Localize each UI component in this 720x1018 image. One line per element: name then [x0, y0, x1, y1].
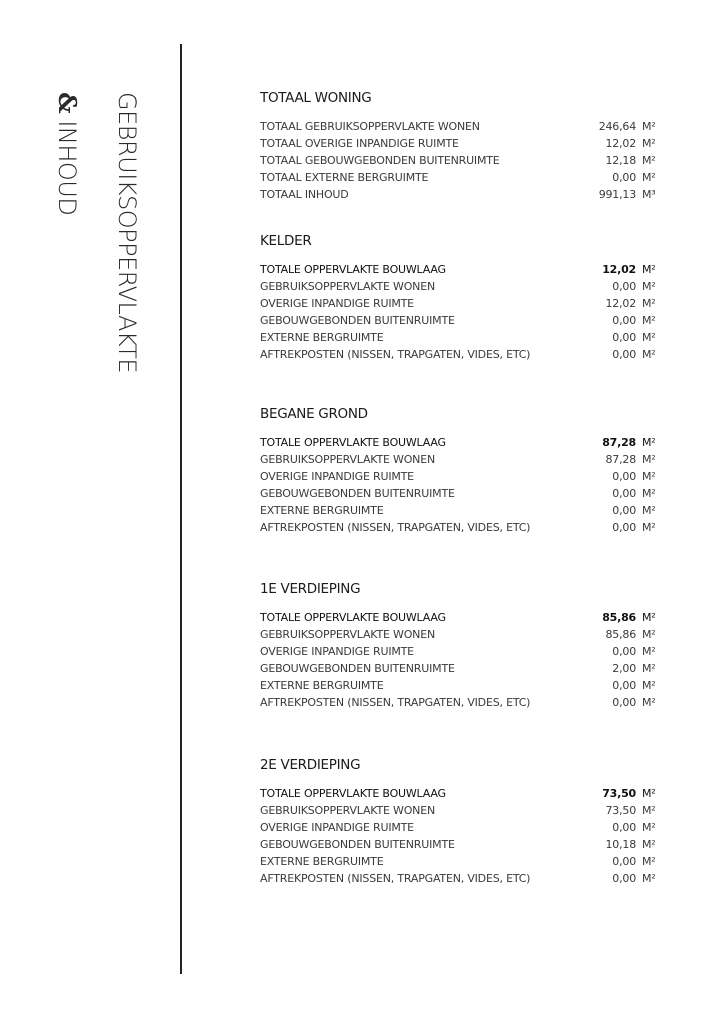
row-unit: M² [642, 348, 656, 361]
row-label: GEBRUIKSOPPERVLAKTE WONEN [260, 804, 435, 817]
row-label: TOTAAL GEBOUWGEBONDEN BUITENRUIMTE [260, 154, 500, 167]
table-row [260, 819, 660, 836]
row-unit: M² [642, 453, 656, 466]
row-unit: M² [642, 436, 656, 449]
row-label: OVERIGE INPANDIGE RUIMTE [260, 821, 414, 834]
row-value: 0,00 [612, 280, 636, 293]
row-label: TOTAAL GEBRUIKSOPPERVLAKTE WONEN [260, 120, 480, 133]
row-value: 12,18 [605, 154, 636, 167]
table-row [260, 278, 660, 295]
table-row [260, 468, 660, 485]
row-label: TOTAAL OVERIGE INPANDIGE RUIMTE [260, 137, 459, 150]
row-unit: M² [642, 821, 656, 834]
row-label: EXTERNE BERGRUIMTE [260, 331, 384, 344]
row-value: 10,18 [605, 838, 636, 851]
section-totaal-woning [260, 88, 660, 203]
row-value: 2,00 [612, 662, 636, 675]
table-row [260, 169, 660, 186]
table-row [260, 694, 660, 711]
row-value: 0,00 [612, 645, 636, 658]
row-label: OVERIGE INPANDIGE RUIMTE [260, 645, 414, 658]
table-row [260, 836, 660, 853]
section-title: 2E VERDIEPING [260, 757, 361, 773]
row-value: 73,50 [605, 804, 636, 817]
row-unit: M² [642, 297, 656, 310]
row-value: 0,00 [612, 171, 636, 184]
row-value: 85,86 [602, 611, 636, 624]
row-value: 85,86 [605, 628, 636, 641]
row-label: TOTALE OPPERVLAKTE BOUWLAAG [260, 436, 446, 449]
row-label: AFTREKPOSTEN (NISSEN, TRAPGATEN, VIDES, ETC) [260, 348, 531, 361]
row-unit: M² [642, 804, 656, 817]
row-unit: M² [642, 838, 656, 851]
row-value: 0,00 [612, 348, 636, 361]
row-label: EXTERNE BERGRUIMTE [260, 504, 384, 517]
row-unit: M² [642, 628, 656, 641]
row-unit: M² [642, 787, 656, 800]
row-value: 246,64 [598, 120, 636, 133]
table-row-total [260, 785, 660, 802]
row-label: AFTREKPOSTEN (NISSEN, TRAPGATEN, VIDES, ETC) [260, 521, 531, 534]
row-value: 991,13 [598, 188, 636, 201]
table-row [260, 502, 660, 519]
row-label: GEBRUIKSOPPERVLAKTE WONEN [260, 628, 435, 641]
row-unit: M² [642, 314, 656, 327]
row-label: TOTALE OPPERVLAKTE BOUWLAAG [260, 787, 446, 800]
row-label: AFTREKPOSTEN (NISSEN, TRAPGATEN, VIDES, ETC) [260, 696, 531, 709]
table-row [260, 802, 660, 819]
vertical-title-word-inhoud: INHOUD [53, 120, 81, 216]
table-row [260, 870, 660, 887]
row-unit: M² [642, 154, 656, 167]
row-value: 0,00 [612, 504, 636, 517]
section-title: 1E VERDIEPING [260, 581, 361, 597]
table-row [260, 295, 660, 312]
ampersand-glyph: & [53, 92, 82, 114]
row-value: 12,02 [605, 297, 636, 310]
row-value: 73,50 [602, 787, 636, 800]
table-row-total [260, 261, 660, 278]
section-title: BEGANE GROND [260, 406, 368, 422]
vertical-title-line-1: GEBRUIKSOPPERVLAKTE [113, 92, 141, 374]
section-title: TOTAAL WONING [260, 90, 372, 106]
section-kelder [260, 231, 660, 363]
table-row [260, 485, 660, 502]
row-unit: M² [642, 470, 656, 483]
row-unit: M³ [642, 188, 656, 201]
section-2e-verdieping [260, 755, 660, 887]
row-label: GEBOUWGEBONDEN BUITENRUIMTE [260, 487, 455, 500]
row-label: TOTALE OPPERVLAKTE BOUWLAAG [260, 263, 446, 276]
row-unit: M² [642, 696, 656, 709]
row-value: 0,00 [612, 821, 636, 834]
table-row [260, 451, 660, 468]
row-label: GEBOUWGEBONDEN BUITENRUIMTE [260, 838, 455, 851]
table-row [260, 118, 660, 135]
row-unit: M² [642, 679, 656, 692]
row-value: 0,00 [612, 696, 636, 709]
row-label: OVERIGE INPANDIGE RUIMTE [260, 470, 414, 483]
row-label: GEBRUIKSOPPERVLAKTE WONEN [260, 453, 435, 466]
vertical-page-title [52, 92, 141, 422]
table-row [260, 677, 660, 694]
table-row [260, 853, 660, 870]
row-value: 0,00 [612, 487, 636, 500]
row-value: 0,00 [612, 679, 636, 692]
row-unit: M² [642, 331, 656, 344]
section-begane-grond [260, 404, 660, 536]
row-unit: M² [642, 280, 656, 293]
table-row [260, 643, 660, 660]
row-label: GEBOUWGEBONDEN BUITENRUIMTE [260, 314, 455, 327]
row-value: 0,00 [612, 470, 636, 483]
table-row [260, 329, 660, 346]
row-label: GEBRUIKSOPPERVLAKTE WONEN [260, 280, 435, 293]
row-label: OVERIGE INPANDIGE RUIMTE [260, 297, 414, 310]
table-row-total [260, 609, 660, 626]
table-row [260, 152, 660, 169]
row-unit: M² [642, 645, 656, 658]
table-row [260, 346, 660, 363]
section-title: KELDER [260, 233, 312, 249]
table-row [260, 186, 660, 203]
table-row [260, 626, 660, 643]
row-unit: M² [642, 662, 656, 675]
vertical-title-line-2 [53, 92, 82, 215]
row-unit: M² [642, 171, 656, 184]
row-label: EXTERNE BERGRUIMTE [260, 679, 384, 692]
vertical-divider-line [180, 44, 182, 974]
table-row [260, 135, 660, 152]
row-unit: M² [642, 611, 656, 624]
row-value: 12,02 [605, 137, 636, 150]
row-label: TOTAAL EXTERNE BERGRUIMTE [260, 171, 429, 184]
row-label: EXTERNE BERGRUIMTE [260, 855, 384, 868]
table-row [260, 519, 660, 536]
row-value: 87,28 [605, 453, 636, 466]
row-label: AFTREKPOSTEN (NISSEN, TRAPGATEN, VIDES, ETC) [260, 872, 531, 885]
row-unit: M² [642, 872, 656, 885]
row-unit: M² [642, 137, 656, 150]
row-label: TOTALE OPPERVLAKTE BOUWLAAG [260, 611, 446, 624]
row-unit: M² [642, 263, 656, 276]
row-value: 0,00 [612, 314, 636, 327]
row-value: 12,02 [602, 263, 636, 276]
row-label: TOTAAL INHOUD [260, 188, 349, 201]
table-row-total [260, 434, 660, 451]
table-row [260, 312, 660, 329]
row-unit: M² [642, 120, 656, 133]
table-row [260, 660, 660, 677]
row-unit: M² [642, 504, 656, 517]
row-value: 0,00 [612, 872, 636, 885]
row-value: 0,00 [612, 331, 636, 344]
row-value: 0,00 [612, 521, 636, 534]
row-unit: M² [642, 855, 656, 868]
row-value: 0,00 [612, 855, 636, 868]
row-label: GEBOUWGEBONDEN BUITENRUIMTE [260, 662, 455, 675]
row-value: 87,28 [602, 436, 636, 449]
row-unit: M² [642, 521, 656, 534]
row-unit: M² [642, 487, 656, 500]
section-1e-verdieping [260, 579, 660, 711]
